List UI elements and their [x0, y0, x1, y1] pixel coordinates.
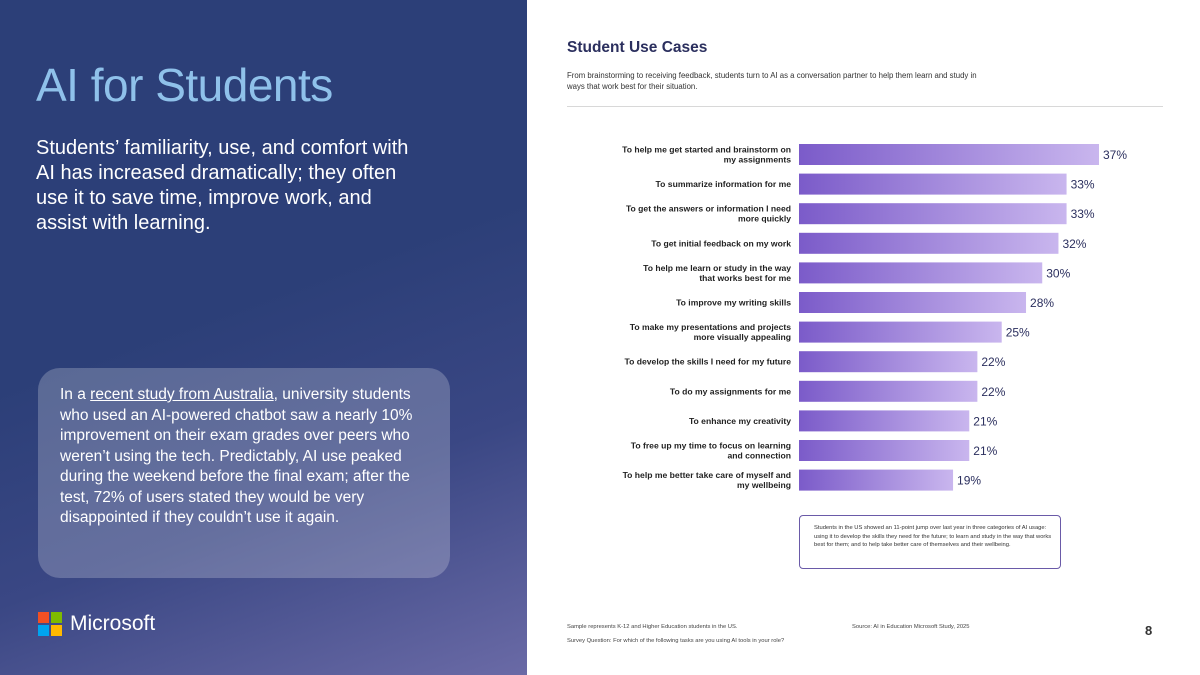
value-label: 22% — [981, 355, 1006, 370]
footer-sample: Sample represents K-12 and Higher Education students in the US. — [567, 624, 738, 630]
logo-square-blue — [38, 625, 49, 636]
right-panel — [527, 0, 1200, 675]
category-label — [651, 238, 791, 248]
value-label: 37% — [1103, 148, 1128, 162]
category-label-line: To develop the skills I need for my future — [624, 356, 791, 367]
callout-box — [38, 368, 450, 578]
left-panel — [0, 0, 527, 675]
category-label — [623, 470, 791, 490]
brand-name: Microsoft — [70, 612, 156, 635]
microsoft-logo-icon — [38, 612, 62, 636]
category-label-line: To get initial feedback on my work — [651, 238, 791, 249]
bar-9 — [799, 381, 977, 402]
bar-3 — [799, 203, 1067, 224]
category-label-line: my assignments — [723, 154, 791, 165]
category-label — [626, 204, 791, 224]
chart-title: Student Use Cases — [567, 39, 708, 56]
category-label — [656, 179, 792, 189]
note-text: Students in the US showed an 11-point jump over last year in three categories of AI usage: using it to develop the skills they need for the future; to learn and study in the way that works best for them; and to help take better care of themselves and their wellbeing. — [814, 525, 1052, 549]
callout-prefix: In a — [60, 386, 91, 403]
value-label: 21% — [973, 444, 998, 458]
bar-12 — [799, 470, 953, 491]
bar-11 — [799, 440, 969, 461]
value-label: 33% — [1070, 177, 1095, 192]
category-label-line: more quickly — [737, 213, 791, 224]
category-label-line: To summarize information for me — [655, 179, 791, 190]
category-label-line: that works best for me — [699, 272, 791, 283]
study-link[interactable]: recent study from Australia — [90, 386, 274, 403]
category-label-line: To do my assignments for me — [669, 386, 791, 397]
category-label-line: my wellbeing — [737, 480, 791, 491]
bar-8 — [799, 351, 977, 372]
category-label-line: To free up my time to focus on learning — [630, 440, 791, 451]
value-label: 25% — [1005, 325, 1030, 340]
category-label — [631, 441, 791, 461]
value-label: 30% — [1046, 266, 1071, 281]
note-box — [799, 515, 1061, 569]
bar-2 — [799, 174, 1067, 195]
bar-10 — [799, 410, 969, 431]
footer-question: Survey Question: For which of the following tasks are you using AI tools in your role? — [567, 638, 785, 644]
logo-square-yellow — [51, 625, 62, 636]
logo-square-green — [51, 612, 62, 623]
bar-4 — [799, 233, 1058, 254]
chart-subtitle: From brainstorming to receiving feedback, students turn to AI as a conversation partner to help them learn and study in ways that work best for their situation. — [567, 71, 977, 91]
category-label-line: To get the answers or information I need — [625, 203, 791, 214]
bar-1 — [799, 144, 1099, 165]
logo-square-red — [38, 612, 49, 623]
value-label: 21% — [973, 414, 998, 429]
category-label-line: more visually appealing — [693, 332, 791, 343]
callout-suffix: , university students who used an AI-powered chatbot saw a nearly 10% improvement on their exam grades over peers who weren’t using the tech. Predictably, AI use peaked during the weekend before the final exam; after the test, 72% of users stated they would be very disappointed if they couldn’t use it again. — [60, 386, 413, 526]
category-label — [625, 357, 792, 367]
category-label — [670, 386, 791, 396]
value-label: 32% — [1062, 236, 1087, 251]
microsoft-logo — [38, 612, 155, 636]
category-label-line: To help me better take care of myself and — [622, 470, 791, 481]
category-label — [643, 263, 791, 283]
category-label — [622, 145, 791, 165]
intro-text: Students’ familiarity, use, and comfort with AI has increased dramatically; they often use it to save time, improve work, and assist with learning. — [36, 137, 409, 234]
value-label: 22% — [981, 384, 1006, 399]
category-label — [689, 416, 791, 426]
value-label: 33% — [1070, 207, 1095, 222]
page-title: AI for Students — [36, 59, 333, 111]
footer-source: Source: AI in Education Microsoft Study, 2025 — [852, 624, 970, 630]
category-label-line: To help me learn or study in the way — [643, 262, 791, 273]
category-label — [630, 322, 791, 342]
bar-7 — [799, 322, 1002, 343]
bar-chart — [527, 0, 1200, 500]
category-label — [676, 298, 791, 308]
category-label-line: To make my presentations and projects — [629, 322, 791, 333]
category-label-line: and connection — [727, 450, 791, 461]
bar-5 — [799, 262, 1042, 283]
value-label: 19% — [957, 473, 982, 488]
callout-text — [60, 385, 435, 529]
category-label-line: To enhance my creativity — [688, 415, 791, 426]
category-label-line: To improve my writing skills — [676, 297, 791, 308]
value-label: 28% — [1030, 296, 1055, 310]
page-number: 8 — [1145, 623, 1153, 638]
category-label-line: To help me get started and brainstorm on — [622, 144, 791, 155]
bar-6 — [799, 292, 1026, 313]
